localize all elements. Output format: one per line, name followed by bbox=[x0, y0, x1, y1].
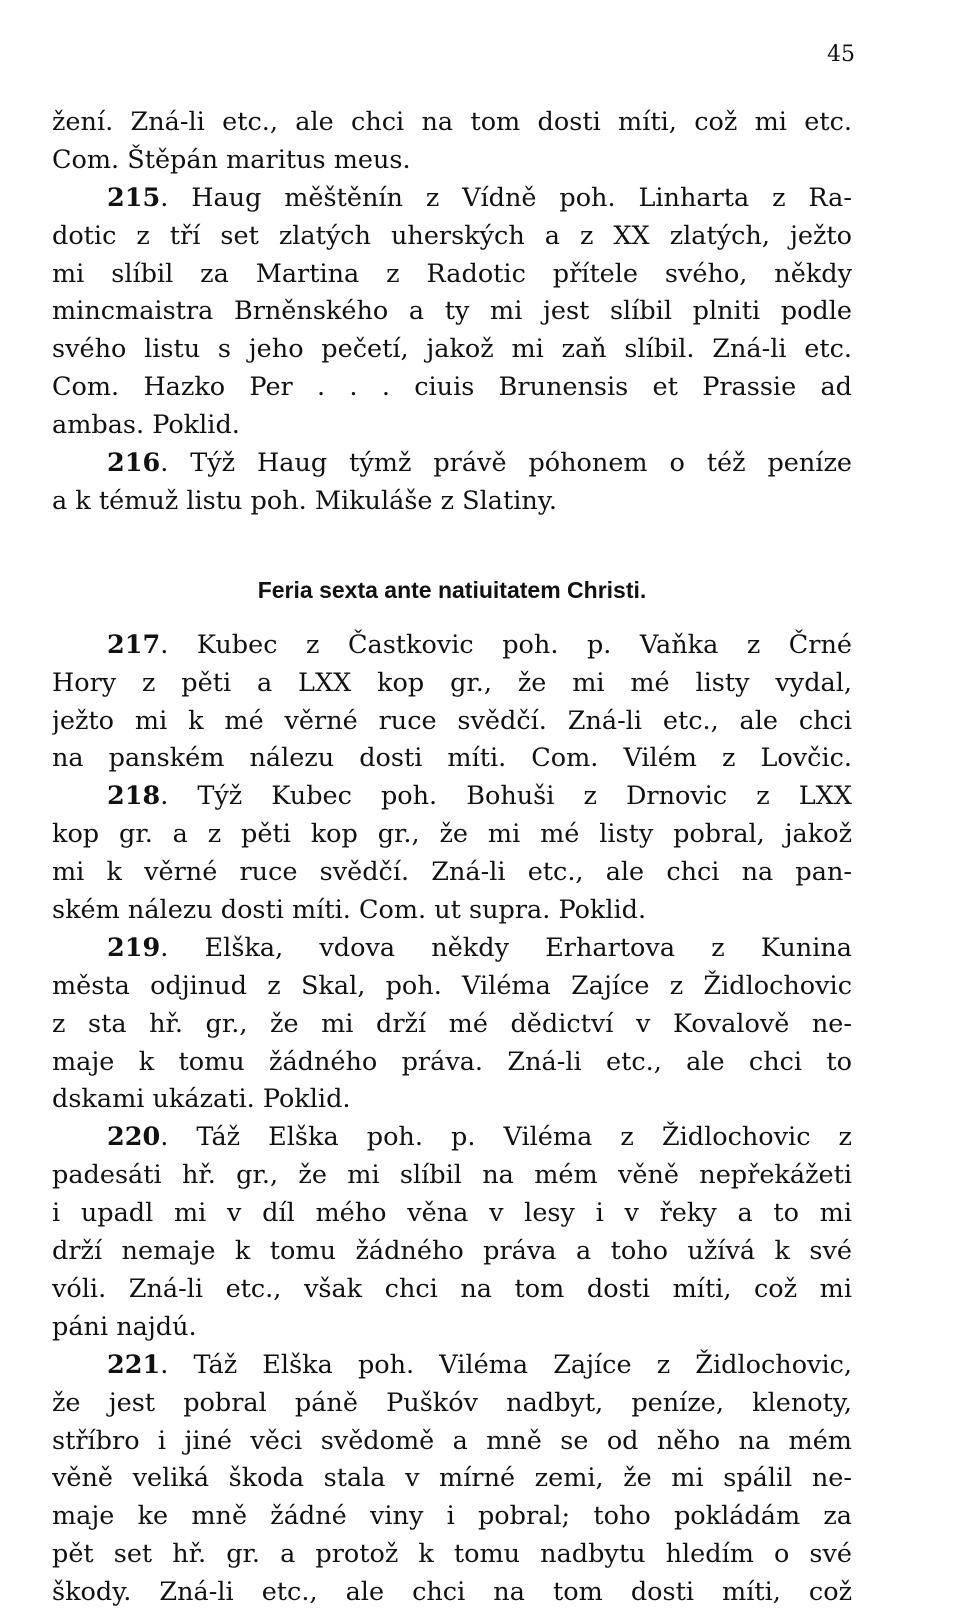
page-number: 45 bbox=[827, 42, 855, 67]
line-text: . Táž Elška poh. Viléma Zajíce z Židlochovic, bbox=[160, 1349, 852, 1380]
line-text: škody. Zná-li etc., ale chci na tom dosti míti, což bbox=[52, 1577, 852, 1608]
text-line bbox=[52, 740, 852, 778]
entry-number: 218 bbox=[107, 781, 161, 812]
line-text: . Týž Kubec poh. Bohuši z Drnovic z LXX bbox=[160, 781, 852, 812]
text-line bbox=[52, 1574, 852, 1612]
text-line bbox=[52, 1081, 852, 1119]
text-line bbox=[52, 369, 852, 407]
text-line bbox=[52, 1385, 852, 1423]
line-text: padesáti hř. gr., že mi slíbil na mém věně nepřekážeti bbox=[52, 1160, 852, 1191]
entry-number: 217 bbox=[107, 629, 161, 660]
line-text: . Haug měštěnín z Vídně poh. Linharta z Ra- bbox=[160, 182, 852, 213]
entry-number: 220 bbox=[107, 1122, 161, 1153]
page-text bbox=[52, 104, 852, 1612]
line-text: vóli. Zná-li etc., však chci na tom dosti míti, což mi bbox=[52, 1273, 852, 1304]
text-line bbox=[52, 1157, 852, 1195]
line-text: drží nemaje k tomu žádného práva a toho užívá k své bbox=[52, 1236, 852, 1267]
text-line bbox=[52, 483, 852, 521]
text-line bbox=[52, 1006, 852, 1044]
line-text: Com. Štěpán maritus meus. bbox=[52, 144, 411, 175]
entries-section-2 bbox=[52, 627, 852, 1612]
text-line bbox=[52, 104, 852, 142]
text-line bbox=[52, 293, 852, 331]
text-line bbox=[52, 1233, 852, 1271]
text-line bbox=[52, 1536, 852, 1574]
text-line bbox=[52, 1498, 852, 1536]
entries-section-1 bbox=[52, 104, 852, 521]
line-text: . Elška, vdova někdy Erhartova z Kunina bbox=[160, 932, 852, 963]
line-text: Com. Hazko Per . . . ciuis Brunensis et Prassie ad bbox=[52, 372, 852, 403]
entry-first-line bbox=[52, 1347, 852, 1385]
entry-first-line bbox=[52, 778, 852, 816]
text-line bbox=[52, 331, 852, 369]
line-text: kop gr. a z pěti kop gr., že mi mé listy pobral, jakož bbox=[52, 819, 852, 850]
entry-first-line bbox=[52, 180, 852, 218]
text-line bbox=[52, 1460, 852, 1498]
text-line bbox=[52, 1423, 852, 1461]
line-text: že jest pobral páně Puškóv nadbyt, peníze, klenoty, bbox=[52, 1387, 852, 1418]
line-text: a k témuž listu poh. Mikuláše z Slatiny. bbox=[52, 485, 557, 516]
entry-number: 216 bbox=[107, 448, 161, 479]
section-heading: Feria sexta ante natiuitatem Christi. bbox=[257, 576, 647, 603]
text-line bbox=[52, 218, 852, 256]
line-text: na panském nálezu dosti míti. Com. Vilém z Lovčic. bbox=[52, 743, 852, 774]
text-line bbox=[52, 1044, 852, 1082]
line-text: mi slíbil za Martina z Radotic přítele svého, někdy bbox=[52, 258, 852, 289]
text-line bbox=[52, 1195, 852, 1233]
line-text: mincmaistra Brněnského a ty mi jest slíbil plniti podle bbox=[52, 296, 852, 327]
text-line bbox=[52, 816, 852, 854]
entry-first-line bbox=[52, 930, 852, 968]
line-text: z sta hř. gr., že mi drží mé dědictví v Kovalově ne- bbox=[52, 1008, 852, 1039]
line-text: . Kubec z Častkovic poh. p. Vaňka z Črné bbox=[160, 629, 852, 660]
line-text: mi k věrné ruce svědčí. Zná-li etc., ale chci na pan- bbox=[52, 857, 852, 888]
text-line bbox=[52, 142, 852, 180]
line-text: věně veliká škoda stala v mírné zemi, že mi spálil ne- bbox=[52, 1463, 852, 1494]
line-text: dskami ukázati. Poklid. bbox=[52, 1084, 351, 1115]
line-text: i upadl mi v díl mého věna v lesy i v řeky a to mi bbox=[52, 1198, 852, 1229]
text-line bbox=[52, 854, 852, 892]
text-line bbox=[52, 256, 852, 294]
text-line bbox=[52, 968, 852, 1006]
text-line bbox=[52, 665, 852, 703]
line-text: stříbro i jiné věci svědomě a mně se od něho na mém bbox=[52, 1425, 852, 1456]
line-text: města odjinud z Skal, poh. Viléma Zajíce z Židlochovic bbox=[52, 970, 852, 1001]
text-line bbox=[52, 703, 852, 741]
entry-number: 219 bbox=[107, 932, 161, 963]
line-text: Hory z pěti a LXX kop gr., že mi mé listy vydal, bbox=[52, 667, 852, 698]
line-text: svého listu s jeho pečetí, jakož mi zaň slíbil. Zná-li etc. bbox=[52, 334, 852, 365]
line-text: ambas. Poklid. bbox=[52, 410, 240, 441]
entry-number: 221 bbox=[107, 1349, 161, 1380]
line-text: ském nálezu dosti míti. Com. ut supra. Poklid. bbox=[52, 895, 647, 926]
line-text: žení. Zná-li etc., ale chci na tom dosti míti, což mi etc. bbox=[52, 107, 852, 137]
line-text: maje k tomu žádného práva. Zná-li etc., ale chci to bbox=[52, 1046, 852, 1077]
line-text: ježto mi k mé věrné ruce svědčí. Zná-li etc., ale chci bbox=[52, 705, 852, 736]
line-text: maje ke mně žádné viny i pobral; toho pokládám za bbox=[52, 1501, 852, 1532]
text-line bbox=[52, 407, 852, 445]
text-line bbox=[52, 892, 852, 930]
line-text: . Týž Haug týmž právě póhonem o též peníze bbox=[160, 448, 852, 479]
line-text: pět set hř. gr. a protož k tomu nadbytu hledím o své bbox=[52, 1539, 852, 1570]
line-text: . Táž Elška poh. p. Viléma z Židlochovic z bbox=[160, 1122, 852, 1153]
line-text: páni najdú. bbox=[52, 1311, 197, 1342]
line-text: dotic z tří set zlatých uherských a z XX zlatých, ježto bbox=[52, 220, 852, 251]
entry-number: 215 bbox=[107, 182, 161, 213]
text-line bbox=[52, 1271, 852, 1309]
entry-first-line bbox=[52, 627, 852, 665]
entry-first-line bbox=[52, 1119, 852, 1157]
entry-first-line bbox=[52, 445, 852, 483]
text-line bbox=[52, 1309, 852, 1347]
